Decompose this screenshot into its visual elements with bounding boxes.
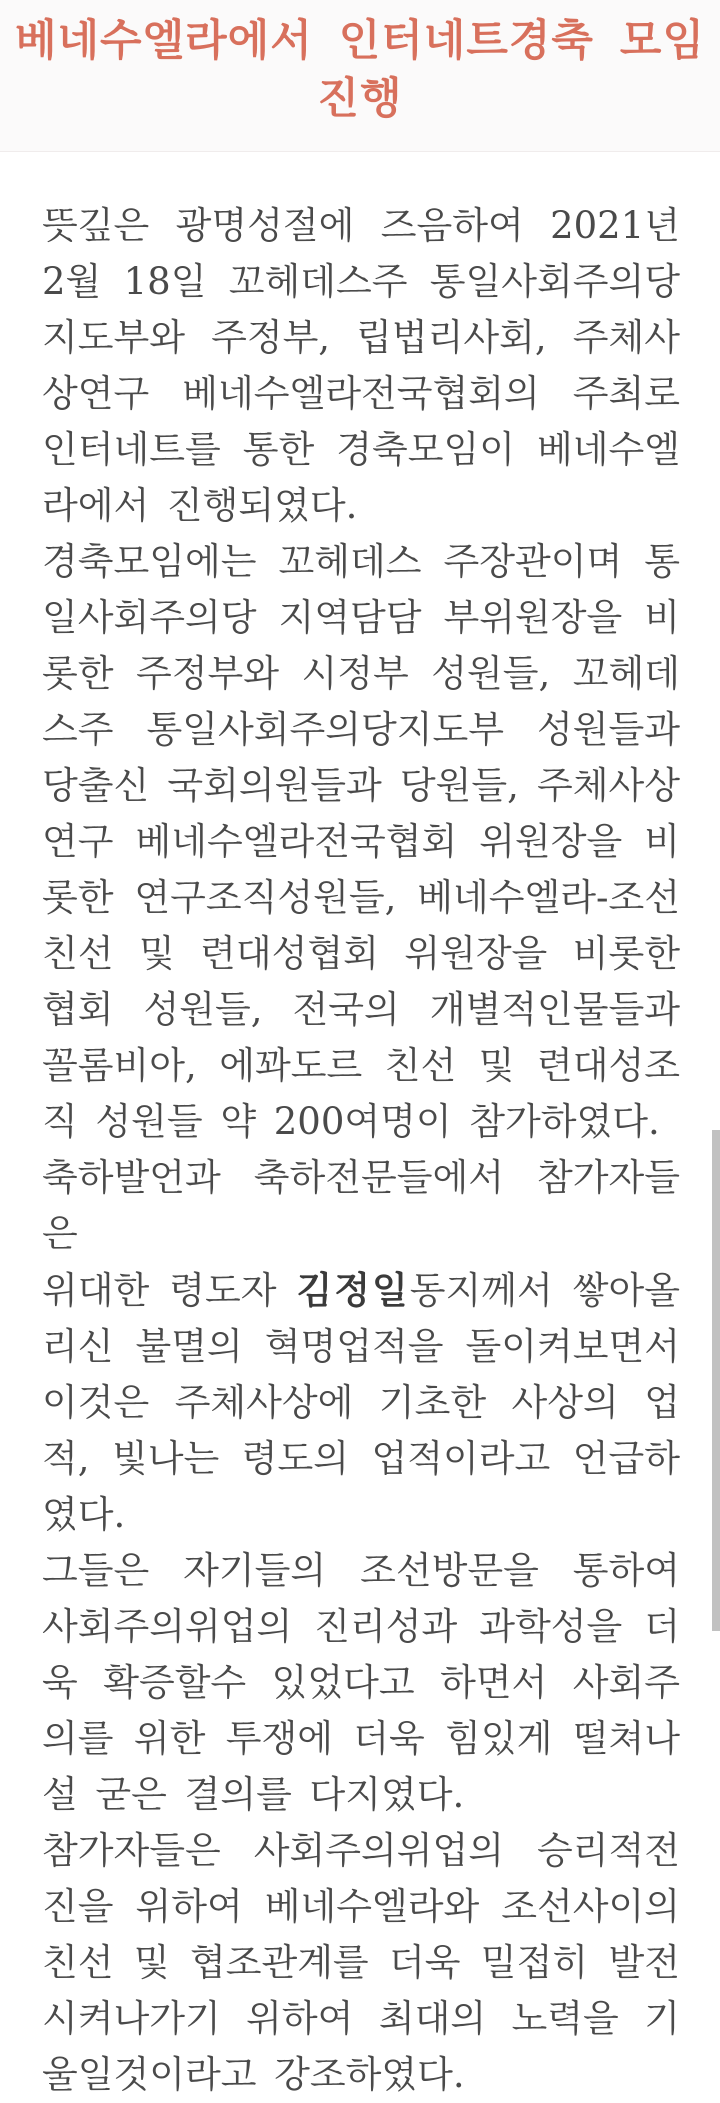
text-run: 그들은 자기들의 조선방문을 통하여 사회주의위업의 진리성과 과학성을 더욱 확증할수 있었다고 하면서 사회주의를 위한 투쟁에 더욱 힘있게 떨쳐나설 굳은 결의를 다지였다. — [42, 1549, 680, 1816]
paragraph — [42, 198, 680, 534]
paragraph — [42, 1543, 680, 1823]
article-title: 베네수엘라에서 인터네트경축 모임 진행 — [14, 16, 705, 124]
article-header — [0, 0, 720, 152]
scrollbar-track[interactable] — [712, 0, 720, 1631]
leader-name-bold: 김정일 — [296, 1268, 410, 1312]
text-run: 위대한 령도자 — [42, 1269, 297, 1312]
article-body — [0, 152, 720, 2103]
scrollbar-thumb[interactable] — [712, 1130, 720, 1631]
text-run: 뜻깊은 광명성절에 즈음하여 2021년 2월 18일 꼬헤데스주 통일사회주의당지도부와 주정부, 립법리사회, 주체사상연구 베네수엘라전국협회의 주최로 인터네트를 통한 경축모임이 베네수엘라에서 진행되였다. — [42, 204, 680, 527]
paragraph — [42, 1150, 680, 1543]
article-paragraphs — [42, 198, 680, 2103]
text-run: 동지께서 쌓아올리신 불멸의 혁명업적을 돌이켜보면서 이것은 주체사상에 기초한 사상의 업적, 빛나는 령도의 업적이라고 언급하였다. — [42, 1269, 680, 1536]
text-run: 경축모임에는 꼬헤데스 주장관이며 통일사회주의당 지역담담 부위원장을 비롯한 주정부와 시정부 성원들, 꼬헤데스주 통일사회주의당지도부 성원들과 당출신 국회의원들과 당원들, 주체사상연구 베네수엘라전국협회 위원장을 비롯한 연구조직성원들, 베네수엘라-조선친선 및 련대성협회 위원장을 비롯한 협회 성원들, 전국의 개별적인물들과 꼴롬비아, 에꽈도르 친선 및 련대성조직 성원들 약 200여명이 참가하였다. — [42, 540, 680, 1143]
text-run: 참가자들은 사회주의위업의 승리적전진을 위하여 베네수엘라와 조선사이의 친선 및 협조관계를 더욱 밀접히 발전시켜나가기 위하여 최대의 노력을 기울일것이라고 강조하였다. — [42, 1829, 680, 2096]
paragraph — [42, 534, 680, 1150]
text-run: 축하발언과 축하전문들에서 참가자들은 — [42, 1156, 680, 1255]
paragraph — [42, 1823, 680, 2103]
